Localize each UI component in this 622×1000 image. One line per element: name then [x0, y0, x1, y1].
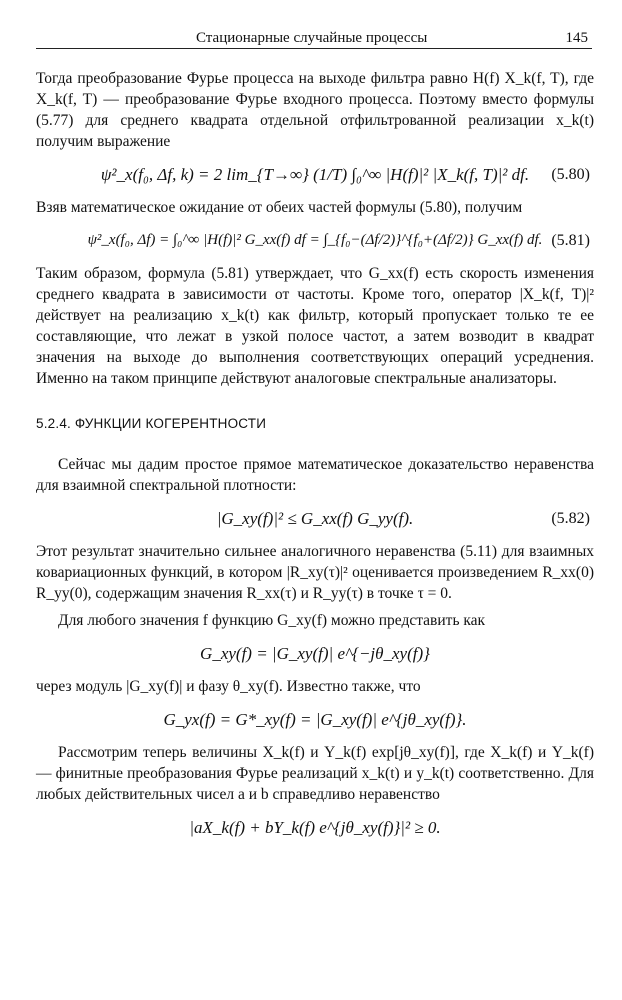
paragraph-4: Сейчас мы дадим простое прямое математическое доказательство неравенства для взаимной спектральной плотности:	[36, 456, 594, 494]
equation-polar-form-body: G_xy(f) = |G_xy(f)| e^{−jθ_xy(f)}	[200, 644, 430, 663]
equation-5-82-body: |G_xy(f)|² ≤ G_xx(f) G_yy(f).	[216, 509, 414, 528]
equation-5-81-body: ψ²_x(f₀, Δf) = ∫₀^∞ |H(f)|² G_xx(f) df = ∫_{f₀−(Δf/2)}^{f₀+(Δf/2)} G_xx(f) df.	[87, 232, 543, 248]
equation-5-80-body: ψ²_x(f₀, Δf, k) = 2 lim_{T→∞} (1/T) ∫₀^∞ |H(f)|² |X_k(f, T)|² df.	[100, 165, 530, 184]
equation-5-82-number: (5.82)	[551, 510, 590, 527]
section-heading: 5.2.4. ФУНКЦИИ КОГЕРЕНТНОСТИ	[36, 416, 267, 431]
equation-5-82	[36, 508, 594, 529]
equation-5-80-number: (5.80)	[551, 166, 590, 183]
equation-nonnegative	[36, 817, 594, 838]
paragraph-8: Рассмотрим теперь величины X_k(f) и Y_k(f) exp[jθ_xy(f)], где X_k(f) и Y_k(f) — финитные преобразования Фурье реализаций x_k(t) и y_k(t) соответственно. Для любых действительных чисел a и b справедливо неравенство	[36, 744, 594, 803]
paragraph-3: Таким образом, формула (5.81) утверждает, что G_xx(f) есть скорость изменения среднего квадрата в зависимости от частоты. Кроме того, оператор |X_k(f, T)|² действует на реализацию x_k(t) как фильтр, который пропускает только те ее составляющие, что лежат в узкой полосе частот, а затем возводит в квадрат значения на выходе до выполнения соответствующих операций усреднения. Именно на таком принципе действуют аналоговые спектральные анализаторы.	[36, 265, 594, 387]
paragraph-1: Тогда преобразование Фурье процесса на выходе фильтра равно H(f) X_k(f, T), где X_k(f, T) — преобразование Фурье входного процесса. Поэтому вместо формулы (5.77) для среднего квадрата отдельной отфильтрованной реализации x_k(t) получим выражение	[36, 70, 594, 150]
equation-5-80	[36, 164, 594, 185]
paragraph-7: через модуль |G_xy(f)| и фазу θ_xy(f). Известно также, что	[36, 678, 421, 695]
equation-polar-form	[36, 643, 594, 664]
equation-nonnegative-body: |aX_k(f) + bY_k(f) e^{jθ_xy(f)}|² ≥ 0.	[189, 818, 441, 837]
page-number: 145	[565, 30, 588, 46]
paragraph-6: Для любого значения f функцию G_xy(f) можно представить как	[58, 612, 486, 629]
equation-conjugate-body: G_yx(f) = G*_xy(f) = |G_xy(f)| e^{jθ_xy(f)}.	[163, 710, 467, 729]
running-header	[36, 26, 592, 49]
running-title: Стационарные случайные процессы	[196, 30, 428, 46]
paragraph-5: Этот результат значительно сильнее аналогичного неравенства (5.11) для взаимных ковариационных функций, в котором |R_xy(τ)|² оценивается произведением R_xx(0) R_yy(0), содержащим значения R_xx(τ) и R_yy(τ) в точке τ = 0.	[36, 543, 594, 602]
paragraph-2: Взяв математическое ожидание от обеих частей формулы (5.80), получим	[36, 199, 523, 216]
equation-5-81	[36, 230, 594, 251]
equation-conjugate	[36, 709, 594, 730]
equation-5-81-number: (5.81)	[551, 232, 590, 249]
page-body	[36, 68, 594, 850]
